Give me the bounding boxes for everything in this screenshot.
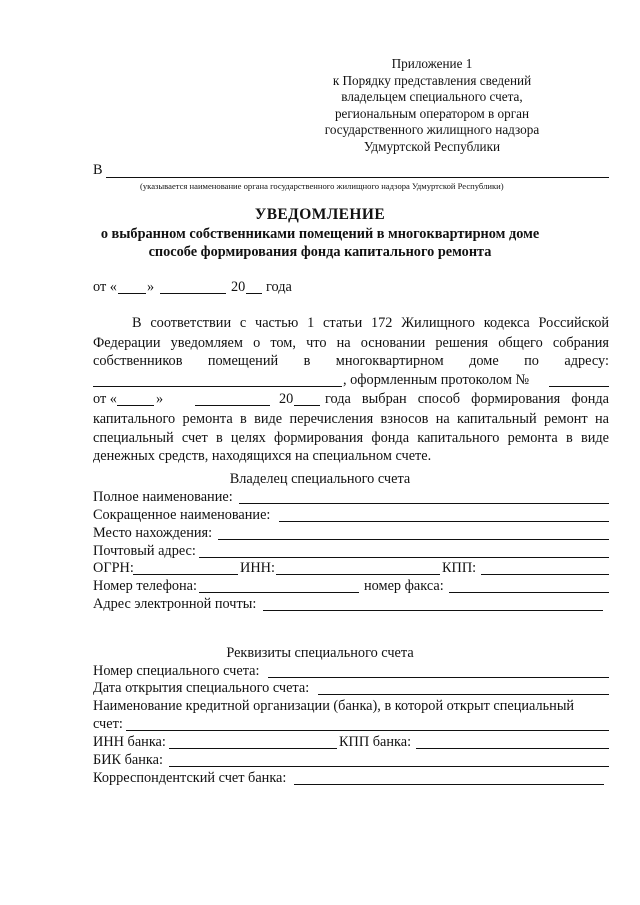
appendix-line: государственного жилищного надзора bbox=[324, 122, 540, 138]
document-subtitle-line-2: способе формирования фонда капитального ремонта bbox=[148, 244, 492, 260]
date-year-field[interactable] bbox=[246, 293, 262, 294]
protocol-date-from: от « bbox=[93, 391, 117, 407]
owner-ogrn-label: ОГРН: bbox=[93, 560, 134, 576]
body-word: в bbox=[303, 353, 311, 369]
bank-kpp-field[interactable] bbox=[416, 748, 609, 749]
address-field[interactable] bbox=[93, 386, 342, 387]
date-day-field[interactable] bbox=[118, 293, 146, 294]
owner-location-label: Место нахождения: bbox=[93, 525, 213, 541]
body-word: собственников bbox=[93, 353, 183, 369]
owner-inn-field[interactable] bbox=[276, 574, 440, 575]
account-heading: Реквизиты специального счета bbox=[226, 645, 414, 661]
owner-full-name-label: Полное наименование: bbox=[93, 489, 233, 505]
date-from-label: от « bbox=[93, 279, 117, 295]
date-year-suffix: года bbox=[266, 279, 292, 295]
owner-full-name-field[interactable] bbox=[239, 503, 609, 504]
appendix-line: владельцем специального счета, bbox=[341, 89, 523, 105]
bank-corr-field[interactable] bbox=[294, 784, 604, 785]
protocol-year-field[interactable] bbox=[294, 405, 320, 406]
body-line-8: денежных средств, находящихся на специальном счете. bbox=[93, 448, 432, 464]
protocol-month-field[interactable] bbox=[195, 405, 270, 406]
body-word: адресу: bbox=[564, 353, 609, 369]
protocol-year-prefix: 20 bbox=[279, 391, 294, 407]
body-line-6: капитального ремонта в виде перечисления взносов на капитальный ремонт на bbox=[93, 411, 609, 427]
owner-short-name-label: Сокращенное наименование: bbox=[93, 507, 271, 523]
bank-name-label-cont: счет: bbox=[93, 716, 123, 732]
body-line-7: специальный счет в целях формирования фонда капитального ремонта в виде bbox=[93, 430, 609, 446]
owner-fax-field[interactable] bbox=[449, 592, 609, 593]
date-close-quote: » bbox=[147, 279, 155, 295]
owner-inn-label: ИНН: bbox=[240, 560, 275, 576]
owner-phone-label: Номер телефона: bbox=[93, 578, 197, 594]
owner-postal-field[interactable] bbox=[199, 557, 609, 558]
date-year-prefix: 20 bbox=[231, 279, 246, 295]
document-subtitle-line-1: о выбранном собственниками помещений в многоквартирном доме bbox=[100, 226, 540, 242]
date-month-field[interactable] bbox=[160, 293, 226, 294]
body-word: по bbox=[524, 353, 539, 369]
owner-location-field[interactable] bbox=[218, 539, 609, 540]
document-title: УВЕДОМЛЕНИЕ bbox=[254, 206, 386, 223]
bank-kpp-label: КПП банка: bbox=[339, 734, 412, 750]
bank-corr-label: Корреспондентский счет банка: bbox=[93, 770, 287, 786]
owner-phone-field[interactable] bbox=[199, 592, 359, 593]
appendix-line: региональным оператором в орган bbox=[334, 105, 530, 121]
owner-email-label: Адрес электронной почты: bbox=[93, 596, 257, 612]
body-line-5-rest: года выбран способ формирования фонда bbox=[325, 391, 609, 407]
owner-email-field[interactable] bbox=[263, 610, 603, 611]
body-word: многоквартирном bbox=[335, 353, 444, 369]
protocol-day-field[interactable] bbox=[117, 405, 154, 406]
bank-name-field[interactable] bbox=[126, 730, 609, 731]
protocol-label: , оформленным протоколом № bbox=[343, 372, 530, 388]
appendix-line: Приложение 1 bbox=[391, 56, 473, 71]
owner-kpp-field[interactable] bbox=[481, 574, 609, 575]
account-open-date-field[interactable] bbox=[318, 694, 609, 695]
addressee-hint: (указывается наименование органа государственного жилищного надзора Удмуртской Республики) bbox=[140, 181, 504, 191]
owner-postal-label: Почтовый адрес: bbox=[93, 543, 196, 559]
appendix-block bbox=[282, 56, 582, 156]
owner-heading: Владелец специального счета bbox=[229, 471, 411, 487]
addressee-field[interactable] bbox=[106, 177, 609, 178]
owner-fax-label: номер факса: bbox=[364, 578, 444, 594]
protocol-number-field[interactable] bbox=[549, 386, 609, 387]
bank-bik-field[interactable] bbox=[169, 766, 609, 767]
bank-inn-label: ИНН банка: bbox=[93, 734, 166, 750]
owner-ogrn-field[interactable] bbox=[133, 574, 238, 575]
body-word: помещений bbox=[207, 353, 279, 369]
bank-name-label: Наименование кредитной организации (банка), в которой открыт специальный bbox=[93, 698, 575, 714]
bank-bik-label: БИК банка: bbox=[93, 752, 163, 768]
body-word: доме bbox=[469, 353, 499, 369]
account-number-label: Номер специального счета: bbox=[93, 663, 260, 679]
body-line-1: В соответствии с частью 1 статьи 172 Жилищного кодекса Российской bbox=[132, 315, 609, 331]
body-line-3 bbox=[93, 353, 609, 370]
protocol-date-close: » bbox=[156, 391, 164, 407]
appendix-line: к Порядку представления сведений bbox=[332, 72, 532, 88]
bank-inn-field[interactable] bbox=[169, 748, 337, 749]
account-number-field[interactable] bbox=[268, 677, 609, 678]
body-line-2: Федерации уведомляем о том, что на основании решения общего собрания bbox=[93, 335, 609, 351]
owner-short-name-field[interactable] bbox=[279, 521, 609, 522]
owner-kpp-label: КПП: bbox=[442, 560, 477, 576]
account-open-date-label: Дата открытия специального счета: bbox=[93, 680, 310, 696]
appendix-line: Удмуртской Республики bbox=[363, 138, 501, 154]
addressee-prefix: В bbox=[93, 162, 103, 178]
